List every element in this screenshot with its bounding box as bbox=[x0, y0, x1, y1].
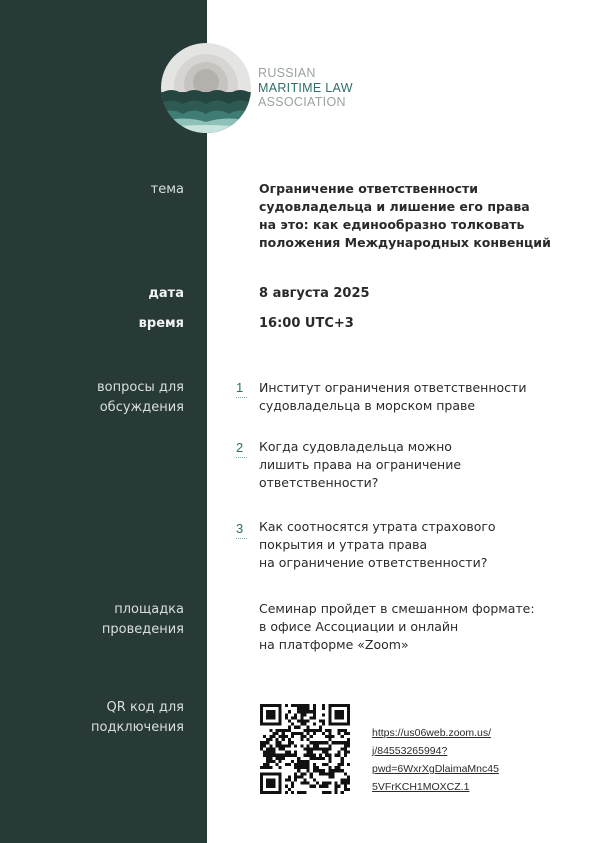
question-item bbox=[259, 379, 526, 415]
question-line: на ограничение ответственности? bbox=[259, 555, 488, 570]
venue-description bbox=[259, 600, 535, 654]
venue-line: Семинар пройдет в смешанном формате: bbox=[259, 601, 535, 616]
logo-emblem-icon bbox=[160, 42, 252, 134]
zoom-link-line[interactable]: j/84553265994? bbox=[372, 745, 448, 757]
question-line: Институт ограничения ответственности bbox=[259, 380, 527, 395]
logo-line-2: MARITIME LAW bbox=[258, 80, 353, 95]
zoom-link-line[interactable]: pwd=6WxrXgDlaimaMnc45 bbox=[372, 763, 499, 775]
zoom-link-line[interactable]: https://us06web.zoom.us/ bbox=[372, 727, 492, 739]
logo-line-3: ASSOCIATION bbox=[258, 95, 346, 109]
topic-line: положения Международных конвенций bbox=[259, 235, 551, 250]
questions-label-line: вопросы для bbox=[97, 380, 184, 395]
association-logo bbox=[160, 42, 390, 134]
venue-label bbox=[102, 600, 184, 640]
question-item bbox=[259, 438, 461, 492]
question-line: покрытия и утрата права bbox=[259, 537, 428, 552]
qr-code-icon[interactable] bbox=[260, 704, 350, 794]
topic-title bbox=[259, 180, 551, 252]
time-label: время bbox=[138, 316, 184, 331]
date-value: 8 августа 2025 bbox=[259, 286, 370, 301]
logo-wordmark bbox=[258, 66, 353, 110]
topic-line: судовладельца и лишение его права bbox=[259, 199, 530, 214]
question-line: судовладельца в морском праве bbox=[259, 398, 476, 413]
question-number: 1 bbox=[236, 379, 247, 398]
venue-label-line: проведения bbox=[101, 622, 184, 637]
venue-line: в офисе Ассоциации и онлайн bbox=[259, 619, 459, 634]
question-number: 2 bbox=[236, 439, 247, 458]
qr-label-line: QR код для bbox=[106, 700, 184, 715]
topic-label: тема bbox=[150, 182, 184, 197]
zoom-link[interactable] bbox=[372, 724, 499, 796]
topic-line: на это: как единообразно толковать bbox=[259, 217, 525, 232]
topic-line: Ограничение ответственности bbox=[259, 181, 479, 196]
logo-line-1: RUSSIAN bbox=[258, 66, 316, 80]
question-number: 3 bbox=[236, 520, 247, 539]
venue-line: на платформе «Zoom» bbox=[259, 637, 409, 652]
zoom-link-line[interactable]: 5VFrKCH1MOXCZ.1 bbox=[372, 781, 470, 793]
questions-label bbox=[97, 378, 184, 418]
date-label: дата bbox=[148, 286, 184, 301]
question-item bbox=[259, 518, 496, 572]
venue-label-line: площадка bbox=[114, 602, 184, 617]
time-value: 16:00 UTC+3 bbox=[259, 316, 354, 331]
question-line: Когда судовладельца можно bbox=[259, 439, 452, 454]
qr-label-line: подключения bbox=[91, 720, 184, 735]
questions-label-line: обсуждения bbox=[99, 400, 184, 415]
qr-label bbox=[91, 698, 184, 738]
question-line: ответственности? bbox=[259, 475, 379, 490]
question-line: лишить права на ограничение bbox=[259, 457, 462, 472]
question-line: Как соотносятся утрата страхового bbox=[259, 519, 496, 534]
